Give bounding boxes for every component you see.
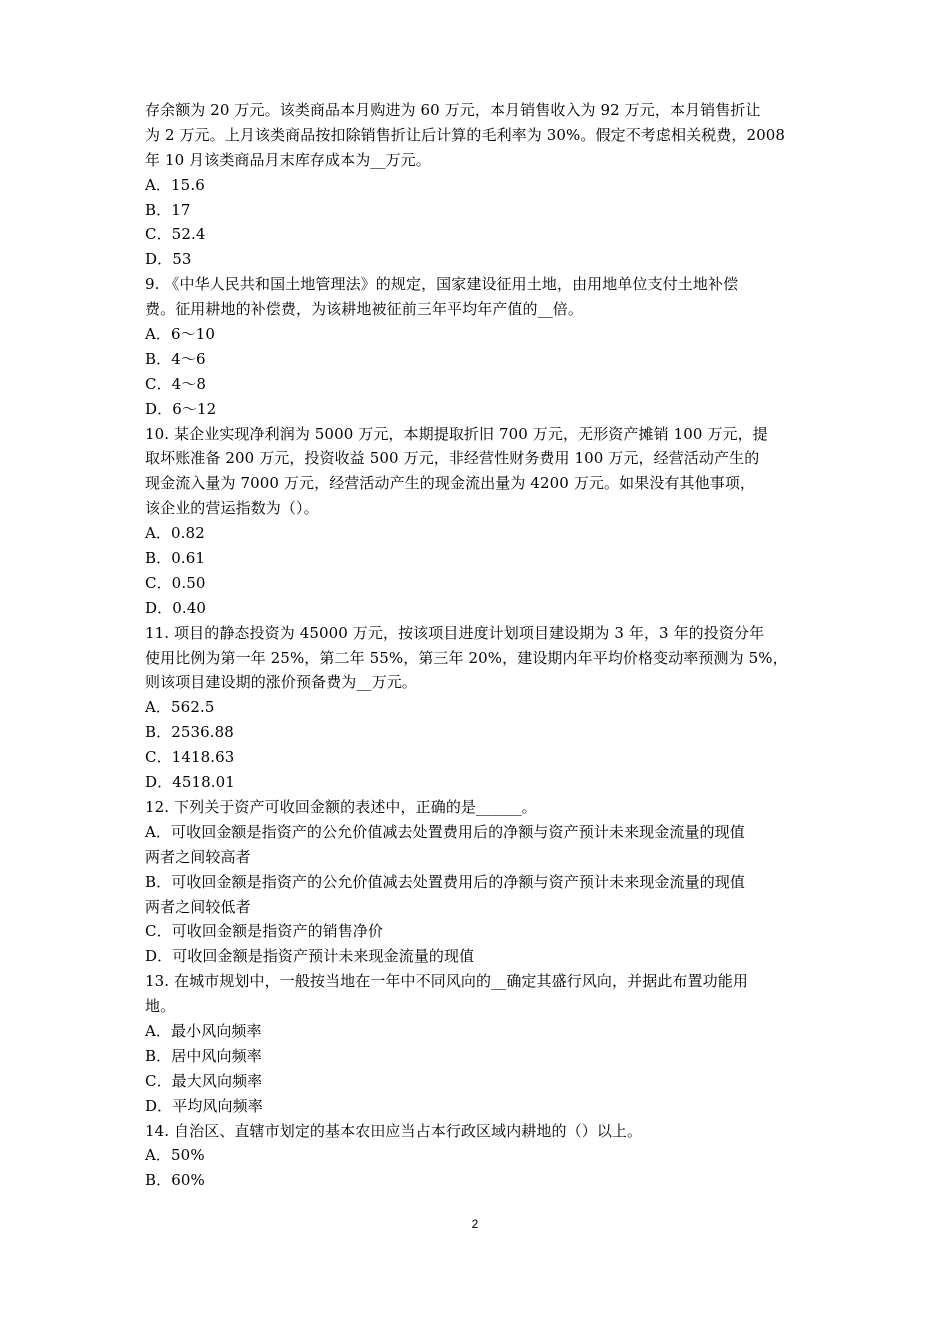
text-line: 则该项目建设期的涨价预备费为__万元。 [145,673,417,692]
text-line: 现金流入量为 7000 万元，经营活动产生的现金流出量为 4200 万元。如果没有其他事项， [145,474,756,493]
text-line: C．可收回金额是指资产的销售净价 [145,922,384,941]
text-line: C．0.50 [145,573,206,592]
text-line: 10. 某企业实现净利润为 5000 万元，本期提取折旧 700 万元，无形资产摊销 100 万元，提 [145,424,768,443]
text-line: 地。 [145,997,176,1016]
text-line: B．4～6 [145,349,206,368]
text-line: A．6～10 [145,325,216,344]
text-line: B．60% [145,1171,205,1190]
page-body [145,98,813,1193]
page-number: 2 [471,1217,479,1231]
text-line: 为 2 万元。上月该类商品按扣除销售折让后计算的毛利率为 30%。假定不考虑相关税费，2008 [145,125,786,144]
text-line: 两者之间较高者 [145,847,251,866]
text-line: 该企业的营运指数为（）。 [145,499,319,518]
text-line: B．0.61 [145,549,206,568]
text-line: C．1418.63 [145,748,235,767]
text-line: 9. 《中华人民共和国土地管理法》的规定，国家建设征用土地，由用地单位支付土地补偿 [145,275,739,294]
text-line: 11. 项目的静态投资为 45000 万元，按该项目进度计划项目建设期为 3 年，3 年的投资分年 [145,623,765,642]
text-line: A．15.6 [145,175,205,194]
text-line: A．最小风向频率 [145,1021,262,1040]
text-line: B．17 [145,200,191,219]
text-line: B．可收回金额是指资产的公允价值减去处置费用后的净额与资产预计未来现金流量的现值 [145,872,746,891]
text-line: 14. 自治区、直辖市划定的基本农田应当占本行政区域内耕地的（）以上。 [145,1121,643,1140]
text-line: B．2536.88 [145,723,234,742]
text-line: C．最大风向频率 [145,1071,263,1090]
text-line: 12. 下列关于资产可收回金额的表述中，正确的是______。 [145,797,537,816]
text-line: D．4518.01 [145,773,235,792]
text-line: 两者之间较低者 [145,897,251,916]
text-line: D．6～12 [145,399,217,418]
text-line: 使用比例为第一年 25%，第二年 55%，第三年 20%，建设期内年平均价格变动率预测为 5%， [145,648,788,667]
text-line: 取坏账准备 200 万元，投资收益 500 万元，非经营性财务费用 100 万元，经营活动产生的 [145,449,760,468]
text-line: A．562.5 [145,698,215,717]
text-line: B．居中风向频率 [145,1046,262,1065]
text-line: D．53 [145,250,192,269]
text-line: 年 10 月该类商品月末库存成本为__万元。 [145,150,431,169]
text-line: D．平均风向频率 [145,1096,263,1115]
text-line: D．0.40 [145,598,207,617]
text-line: A．0.82 [145,524,205,543]
text-line: 存余额为 20 万元。该类商品本月购进为 60 万元，本月销售收入为 92 万元，本月销售折让 [145,101,761,119]
text-line: 13. 在城市规划中，一般按当地在一年中不同风向的__确定其盛行风向，并据此布置功能用 [145,972,748,991]
text-line: C．52.4 [145,225,206,244]
text-line: C．4～8 [145,374,207,393]
text-line: A．可收回金额是指资产的公允价值减去处置费用后的净额与资产预计未来现金流量的现值 [145,822,745,841]
text-line: 费。征用耕地的补偿费，为该耕地被征前三年平均年产值的__倍。 [145,300,584,319]
text-line: D．可收回金额是指资产预计未来现金流量的现值 [145,947,475,966]
text-line: A．50% [145,1146,205,1165]
